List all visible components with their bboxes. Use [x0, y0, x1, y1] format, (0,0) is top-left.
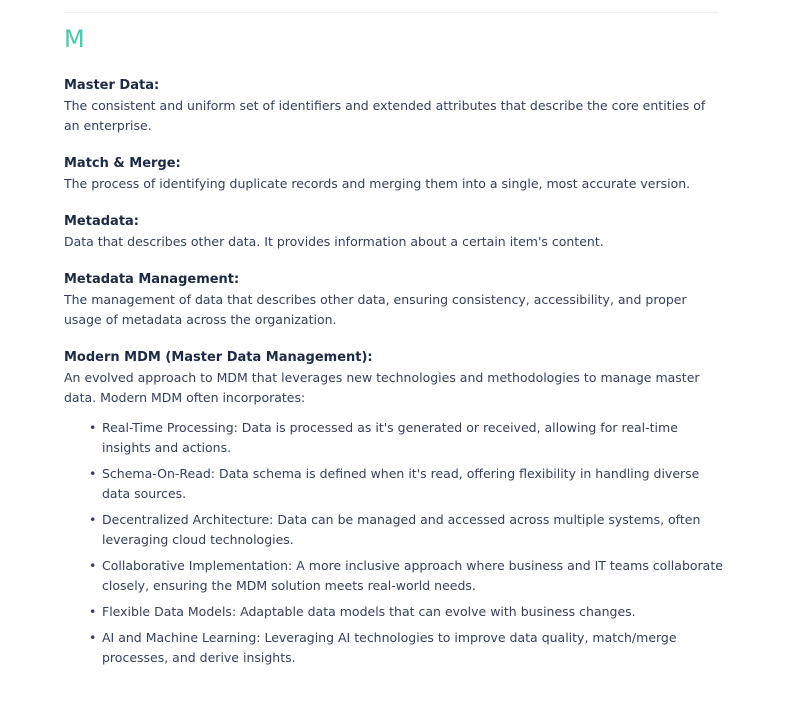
term-title: Modern MDM (Master Data Management):: [64, 350, 373, 365]
list-item-text: Collaborative Implementation: A more inclusive approach where business and IT teams collaborate closely, ensuring the MDM solution meets real-world needs.: [102, 558, 723, 593]
bullet-icon: •: [89, 630, 97, 645]
bullet-icon: •: [89, 420, 97, 435]
bullet-icon: •: [89, 558, 97, 573]
glossary-entry-metadata: [64, 212, 724, 252]
list-item: [89, 464, 724, 504]
list-item: [89, 602, 724, 622]
term-title: Match & Merge:: [64, 156, 181, 171]
term-title: Master Data:: [64, 78, 160, 93]
term-title: Metadata Management:: [64, 272, 240, 287]
glossary-entry-metadata-management: [64, 270, 724, 330]
glossary-content: [64, 76, 724, 686]
list-item-text: AI and Machine Learning: Leveraging AI technologies to improve data quality, match/merge processes, and derive insights.: [102, 630, 677, 665]
list-item-text: Real-Time Processing: Data is processed as it's generated or received, allowing for real-time insights and actions.: [102, 420, 678, 455]
list-item: [89, 628, 724, 668]
list-item: [89, 556, 724, 596]
glossary-entry-master-data: [64, 76, 724, 136]
list-item-text: Schema-On-Read: Data schema is defined when it's read, offering flexibility in handling diverse data sources.: [102, 466, 700, 501]
list-item: [89, 510, 724, 550]
bullet-icon: •: [89, 512, 97, 527]
modern-mdm-feature-list: [64, 418, 724, 668]
term-definition: The process of identifying duplicate records and merging them into a single, most accurate version.: [64, 176, 691, 191]
section-divider: [64, 12, 718, 13]
term-definition: An evolved approach to MDM that leverages new technologies and methodologies to manage master data. Modern MDM often incorporates:: [64, 370, 700, 405]
list-item-text: Decentralized Architecture: Data can be managed and accessed across multiple systems, often leveraging cloud technologies.: [102, 512, 701, 547]
section-letter-heading: M: [64, 25, 85, 53]
bullet-icon: •: [89, 466, 97, 481]
term-definition: The consistent and uniform set of identifiers and extended attributes that describe the core entities of an enterprise.: [64, 98, 706, 133]
list-item-text: Flexible Data Models: Adaptable data models that can evolve with business changes.: [102, 604, 636, 619]
bullet-icon: •: [89, 604, 97, 619]
glossary-entry-modern-mdm: [64, 348, 724, 668]
list-item: [89, 418, 724, 458]
term-definition: The management of data that describes other data, ensuring consistency, accessibility, and proper usage of metadata across the organization.: [64, 292, 687, 327]
term-definition: Data that describes other data. It provides information about a certain item's content.: [64, 234, 604, 249]
term-title: Metadata:: [64, 214, 140, 229]
glossary-entry-match-merge: [64, 154, 724, 194]
